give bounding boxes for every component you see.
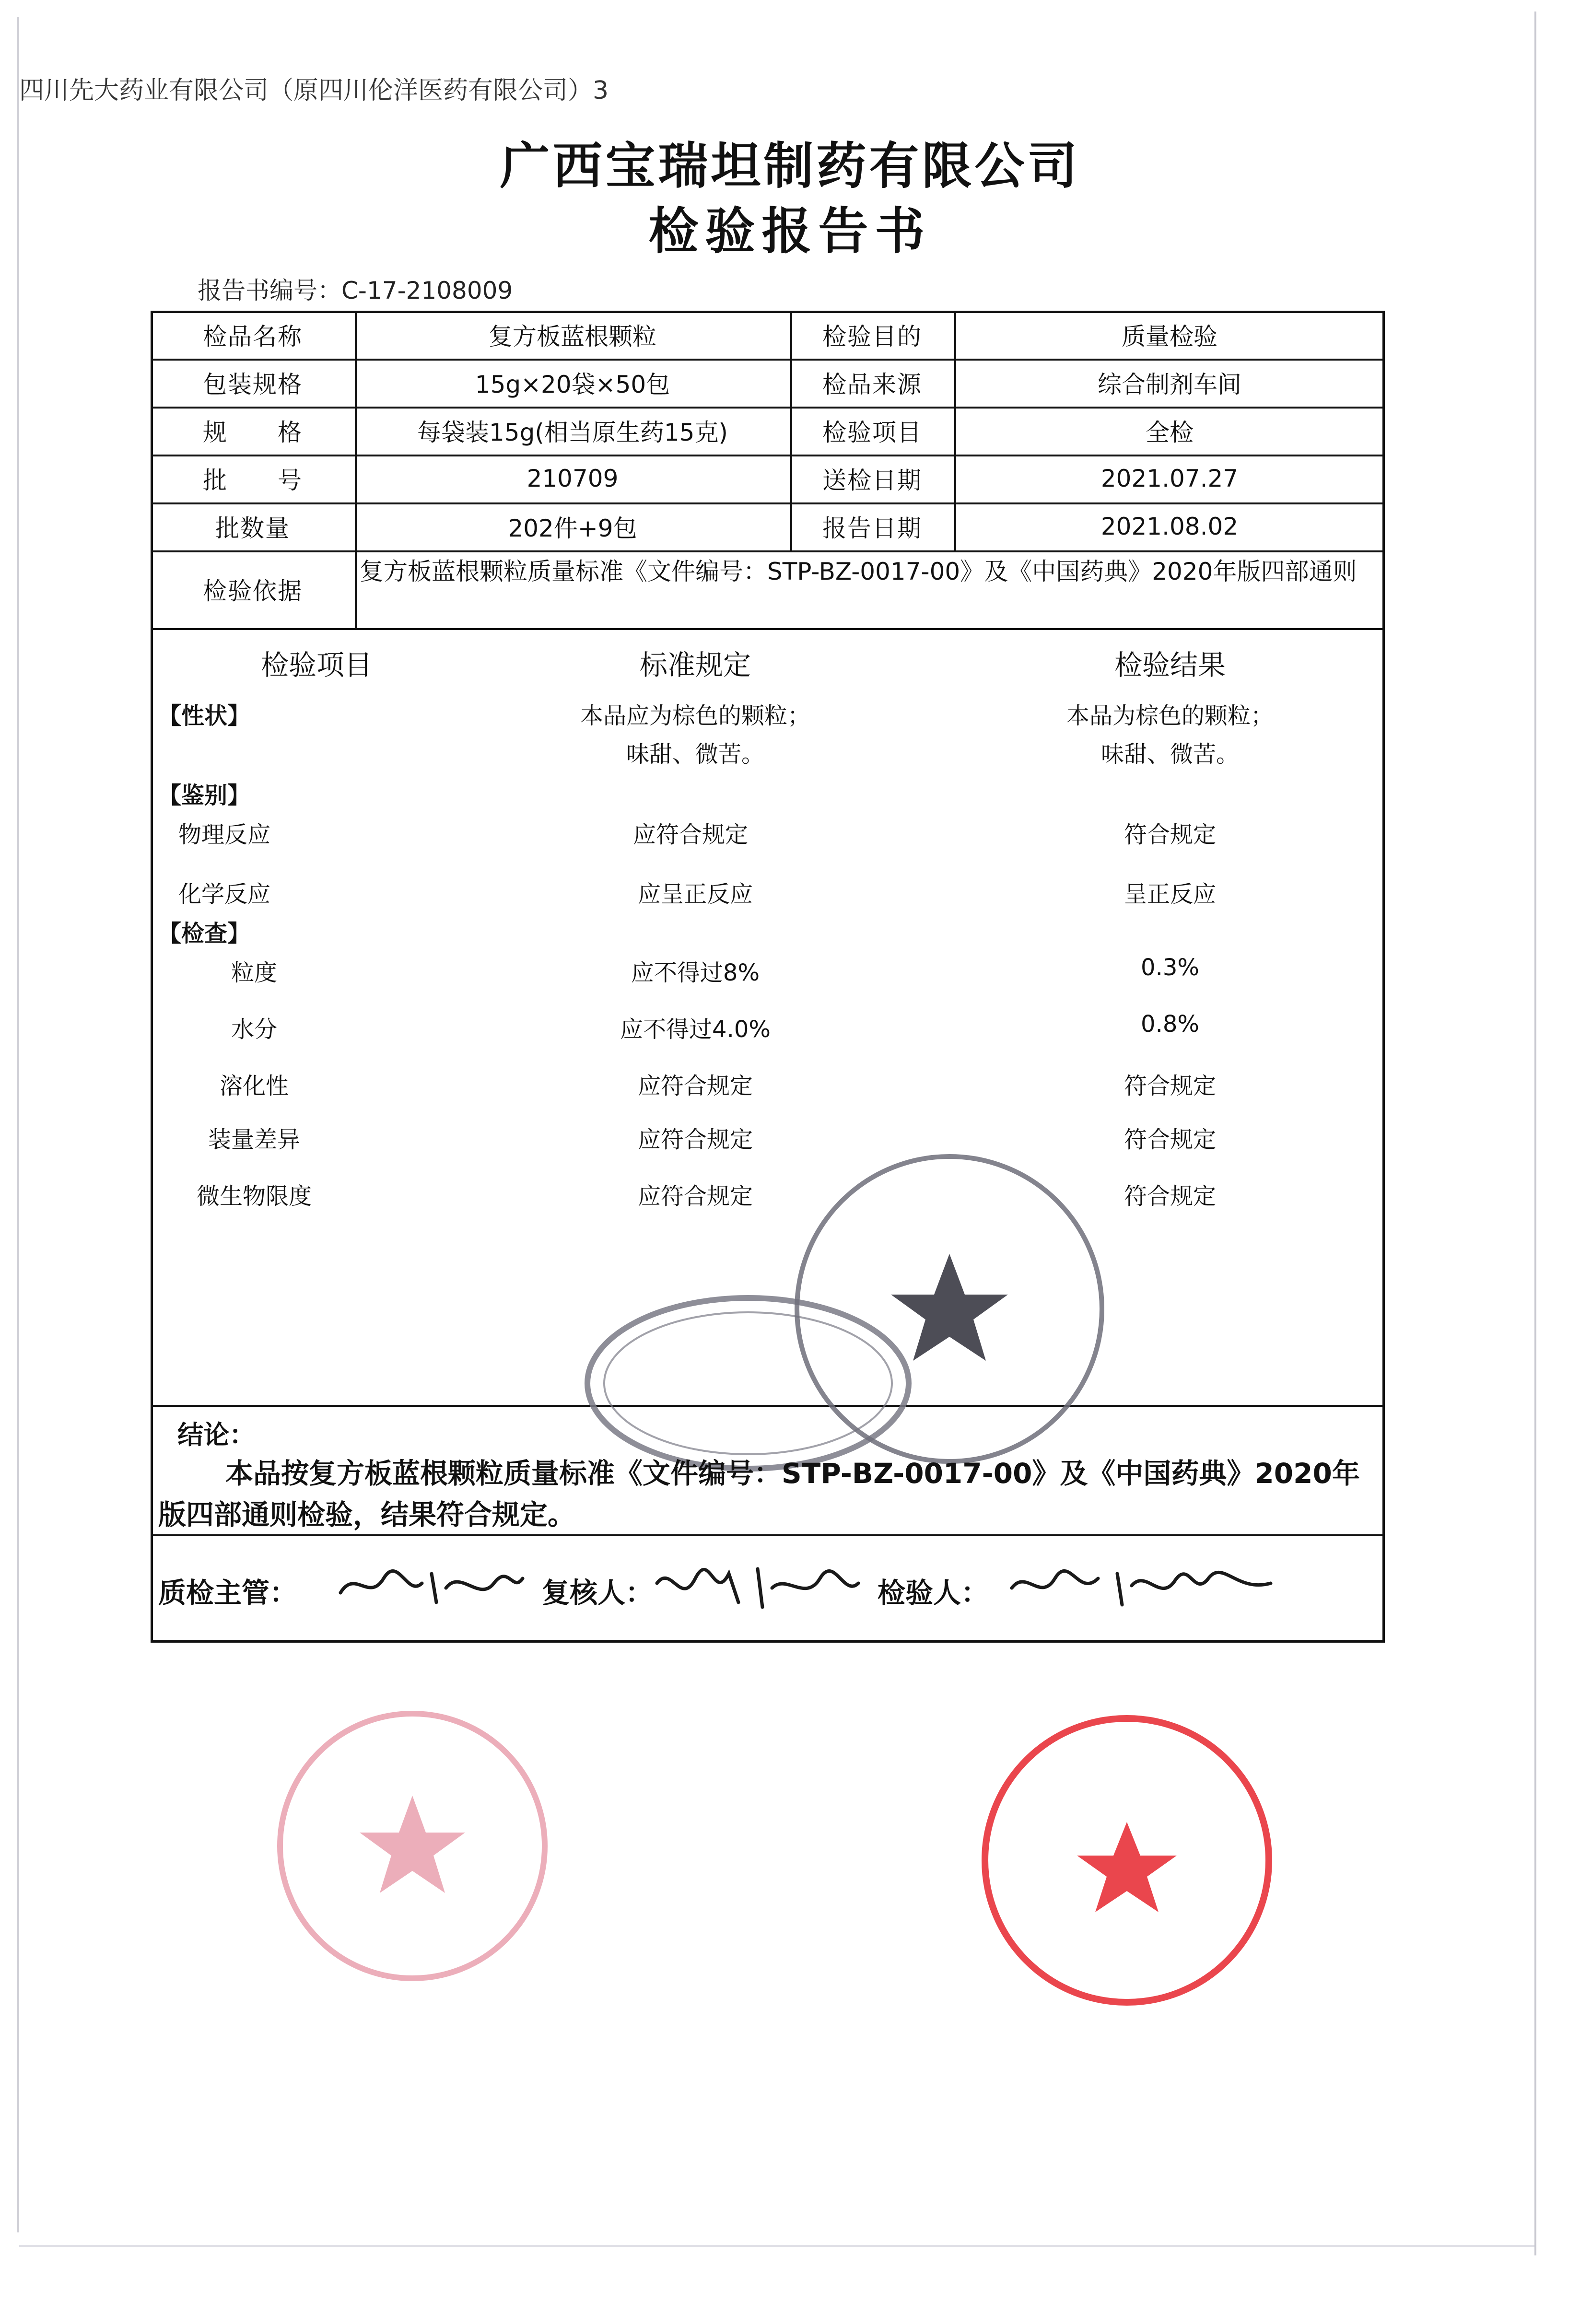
microbial-limit-label: 微生物限度 (196, 1183, 312, 1210)
conclusion-text: 本品按复方板蓝根颗粒质量标准《文件编号：STP-BZ-0017-00》及《中国药典》2020年版四部通则检验，结果符合规定。 (158, 1457, 1360, 1531)
qc-supervisor-signature (336, 1559, 527, 1622)
scan-edge-bottom (19, 2245, 1534, 2247)
pink-quality-stamp (273, 1707, 551, 1985)
column-header-item: 检验项目 (260, 649, 373, 681)
beier-quality-stamp (791, 1151, 1108, 1467)
quantity-value: 202件+9包 (508, 514, 637, 542)
package-label: 包装规格 (203, 371, 303, 398)
section-inspection: 【检查】 (158, 920, 251, 947)
spec-label: 规 格 (203, 419, 303, 446)
reviewer-label: 复核人： (542, 1577, 654, 1609)
character-standard-line1: 本品应为棕色的颗粒； (580, 702, 811, 729)
purpose-value: 质量检验 (1122, 323, 1217, 350)
reviewer-signature (652, 1559, 863, 1622)
granularity-result: 0.3% (1141, 954, 1199, 981)
chemical-reaction-result: 呈正反应 (1124, 881, 1217, 908)
scan-edge-left (17, 17, 19, 2232)
inspector-label: 检验人： (878, 1577, 989, 1609)
source-value: 综合制剂车间 (1098, 371, 1241, 398)
test-items-value: 全检 (1146, 419, 1194, 446)
handwritten-signature (1007, 1559, 1276, 1612)
report-date-value: 2021.08.02 (1100, 513, 1239, 540)
submit-date-label: 送检日期 (822, 467, 922, 494)
handwritten-signature (652, 1559, 863, 1612)
batch-value: 210709 (527, 465, 619, 492)
microbial-limit-result: 符合规定 (1124, 1183, 1217, 1210)
purpose-label: 检验目的 (822, 323, 922, 350)
xianda-quality-stamp (978, 1712, 1276, 2009)
physical-reaction-label: 物理反应 (178, 821, 271, 848)
product-name-value: 复方板蓝根颗粒 (489, 323, 656, 350)
package-value: 15g×20袋×50包 (475, 371, 670, 398)
header-line: 四川先大药业有限公司（原四川伦洋医药有限公司）3 (19, 76, 609, 105)
report-date-label: 报告日期 (822, 514, 922, 542)
column-header-result: 检验结果 (1114, 649, 1226, 681)
report-number-label: 报告书编号： (198, 277, 341, 304)
conclusion-label: 结论： (177, 1420, 255, 1450)
fill-variation-standard: 应符合规定 (637, 1126, 753, 1153)
section-character: 【性状】 (158, 702, 251, 729)
source-label: 检品来源 (822, 371, 922, 398)
granularity-label: 粒度 (231, 959, 278, 986)
grid-line (151, 628, 1385, 630)
physical-reaction-result: 符合规定 (1124, 821, 1217, 848)
character-standard-line2: 味甜、微苦。 (626, 741, 765, 768)
solubility-label: 溶化性 (219, 1073, 289, 1099)
solubility-result: 符合规定 (1124, 1073, 1217, 1099)
physical-reaction-standard: 应符合规定 (632, 821, 749, 848)
product-name-label: 检品名称 (203, 323, 303, 350)
company-title: 广西宝瑞坦制药有限公司 (500, 137, 1080, 195)
solubility-standard: 应符合规定 (637, 1073, 753, 1099)
spec-value: 每袋装15g(相当原生药15克) (417, 419, 728, 446)
basis-label: 检验依据 (203, 577, 303, 605)
granularity-standard: 应不得过8% (631, 959, 760, 986)
moisture-standard: 应不得过4.0% (620, 1016, 771, 1043)
moisture-label: 水分 (231, 1016, 278, 1043)
chemical-reaction-label: 化学反应 (178, 881, 271, 908)
character-result-line2: 味甜、微苦。 (1100, 741, 1240, 768)
handwritten-signature (336, 1559, 527, 1612)
submit-date-value: 2021.07.27 (1100, 465, 1239, 492)
fill-variation-result: 符合规定 (1124, 1126, 1217, 1153)
document-title: 检验报告书 (648, 202, 932, 260)
microbial-limit-standard: 应符合规定 (637, 1183, 753, 1210)
scan-edge-right (1534, 12, 1536, 2255)
character-result-line1: 本品为棕色的颗粒； (1066, 702, 1274, 729)
moisture-result: 0.8% (1141, 1011, 1199, 1038)
section-identification: 【鉴别】 (158, 782, 251, 809)
qc-supervisor-label: 质检主管： (158, 1577, 298, 1609)
report-number (198, 271, 513, 306)
basis-value: 复方板蓝根颗粒质量标准《文件编号：STP-BZ-0017-00》及《中国药典》2020年版四部通则 (360, 558, 1357, 585)
chemical-reaction-standard: 应呈正反应 (637, 881, 753, 908)
batch-label: 批 号 (203, 467, 303, 494)
inspector-signature (1007, 1559, 1276, 1622)
report-number-value: C-17-2108009 (341, 277, 513, 304)
fill-variation-label: 装量差异 (208, 1126, 301, 1153)
test-items-label: 检验项目 (822, 419, 922, 446)
quantity-label: 批数量 (215, 514, 290, 542)
column-header-standard: 标准规定 (639, 649, 751, 681)
